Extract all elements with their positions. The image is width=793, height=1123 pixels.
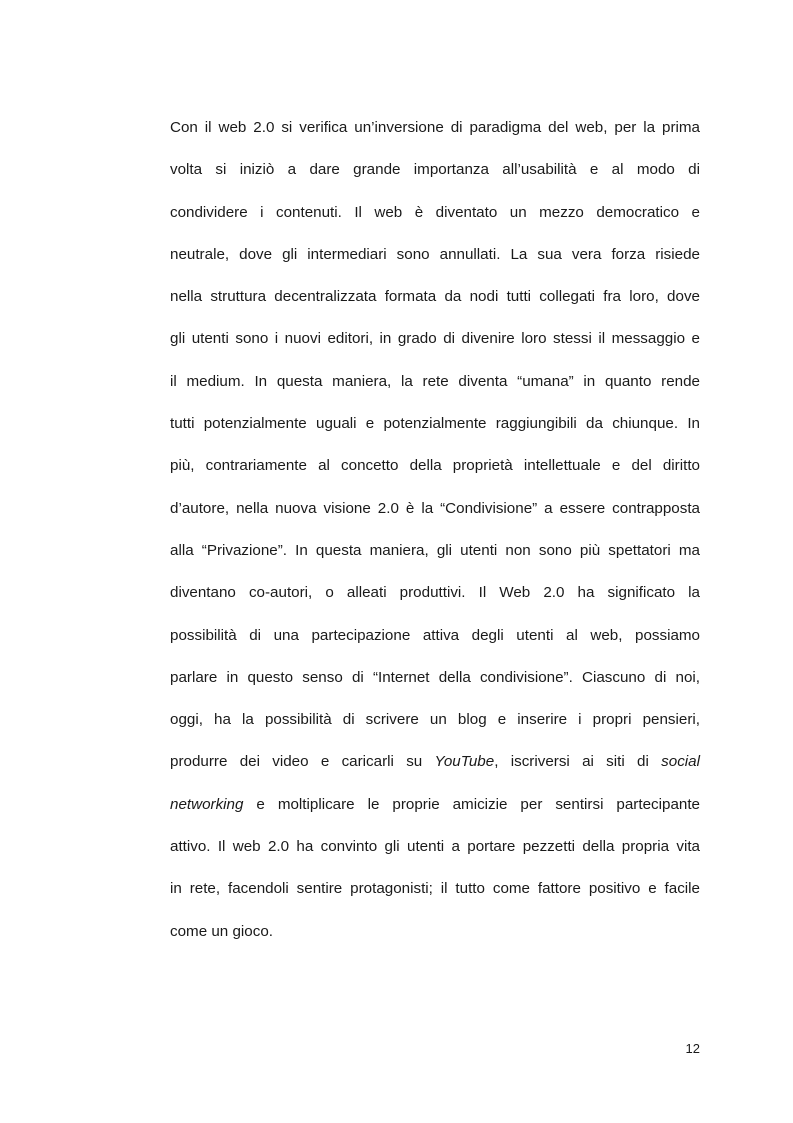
text-line: attivo. Il web 2.0 ha convinto gli utenti a portare pezzetti della propria vita <box>170 838 700 856</box>
page-number: 12 <box>685 1041 700 1056</box>
text-line: neutrale, dove gli intermediari sono annullati. La sua vera forza risiede <box>170 245 700 263</box>
text-line: oggi, ha la possibilità di scrivere un blog e inserire i propri pensieri, <box>170 711 700 729</box>
text-line: come un gioco. <box>170 922 273 940</box>
text-line: in rete, facendoli sentire protagonisti; il tutto come fattore positivo e facile <box>170 880 700 898</box>
text-line: gli utenti sono i nuovi editori, in grado di divenire loro stessi il messaggio e <box>170 330 700 348</box>
text-line: più, contrariamente al concetto della proprietà intellettuale e del diritto <box>170 457 700 475</box>
text-line: Con il web 2.0 si verifica un’inversione di paradigma del web, per la prima <box>170 119 700 136</box>
text-line: alla “Privazione”. In questa maniera, gli utenti non sono più spettatori ma <box>170 541 700 559</box>
text-line: diventano co-autori, o alleati produttivi. Il Web 2.0 ha significato la <box>170 584 700 602</box>
italic-term-social: social <box>661 753 700 771</box>
text-line: volta si iniziò a dare grande importanza all’usabilità e al modo di <box>170 161 700 179</box>
italic-term-networking: networking <box>170 795 244 813</box>
text-line: networking e moltiplicare le proprie amicizie per sentirsi partecipante <box>170 795 700 813</box>
text-line: parlare in questo senso di “Internet della condivisione”. Ciascuno di noi, <box>170 668 700 686</box>
text-line: possibilità di una partecipazione attiva degli utenti al web, possiamo <box>170 626 700 644</box>
text-line: il medium. In questa maniera, la rete diventa “umana” in quanto rende <box>170 372 700 390</box>
text-line: nella struttura decentralizzata formata da nodi tutti collegati fra loro, dove <box>170 288 700 306</box>
text-line: tutti potenzialmente uguali e potenzialmente raggiungibili da chiunque. In <box>170 415 700 433</box>
text-line: d’autore, nella nuova visione 2.0 è la “Condivisione” a essere contrapposta <box>170 499 700 517</box>
body-paragraph <box>170 114 700 960</box>
text-line: condividere i contenuti. Il web è diventato un mezzo democratico e <box>170 203 700 221</box>
text-line: produrre dei video e caricarli su YouTube, iscriversi ai siti di social <box>170 753 700 771</box>
italic-term-youtube: YouTube <box>434 753 495 771</box>
